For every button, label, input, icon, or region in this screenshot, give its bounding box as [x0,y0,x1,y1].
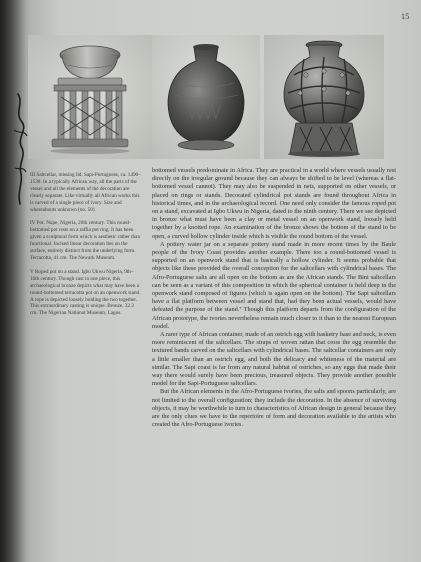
saltcellar-photo [28,35,153,159]
body-paragraph: A pottery water jar on a separate pottery stand made in more recent times by the Baule people of the Ivory Coast provides another example. There too a round-bottomed vessel is supported on an openwork stand that is basically a hollow cylinder. It seems probable that objects like these provided the overall conception for the saltcellars with cylindrical bases. The Afro-Portuguese salts are all open on the bottom as are the African stands. The Bini saltcellars can be seen as a variant of this composition in which the spherical container is held deep in the openwork stand composed of figures (which is again open on the bottom). The Sapi saltcellars have a flat platform between vessel and stand that, had they been actual vessels, would have defeated the purpose of the stand.⁷ Though this platform departs from the configuration of the African prototype, the ivories nevertheless remain much closer to it than to the nearest European model. [152,240,396,330]
body-paragraph: bottomed vessels predominate in Africa. They are practical in a world where vessels usually rest directly on the irregular ground because they can always be shifted to be level (whereas a flat-bottomed vessel cannot). They may also be suspended in nets, supported on other vessels, or placed on rings or stands. Decorated cylindrical pot stands are found throughout Africa in historical times, and in the archaeological record. One need only consider the famous roped pot on a stand, excavated at Igbo Ukwu in Nigeria, dated to the ninth century. There we see depicted in bronze what must have been a clay or metal vessel on an openwork stand, loosely held together by a knotted rope. An examination of the bronze shows the bottom of the stand to be open, a curved hollow cylinder inside which is visible the round bottom of the vessel. [152,167,396,240]
caption-pot: IV Pot. Nupe, Nigeria, 20th century. This round-bottomed pot rests on a raffia pot ring. It has been given a sculptural form which is aesthetic rather than functional. Incised linear decoration lies on the surface, entirely distinct from the underlying form. Terracotta, 41 cm. The Newark Museum. [30,220,141,261]
caption-roped-pot: V Roped pot on a stand. Igbo Ukwu Nigeria, 9th–10th century. Though cast in one piece, this archaeological bronze depicts what may have been a round-bottomed terracotta pot on an openwork stand. A rope is depicted loosely holding the two together. This extraordinary casting is unique. Bronze, 32.3 cm. The Nigerian National Museum, Lagos. [30,268,141,317]
figure-captions [30,172,142,324]
main-body-text [152,167,396,430]
body-paragraph: But the African elements in the Afro-Portuguese ivories, the salts and spoons particularly, are not limited to the overall configuration; they include the decoration. In the absence of surviving objects, it may be worthwhile to turn to characteristics of African design in general because they are the only clues we have to the repertoire of form and decoration available to the artists who created the Afro-Portuguese ivories. [152,388,396,429]
roped-pot-photo [264,35,384,159]
page-number: 15 [401,12,410,21]
book-binding-shadow [0,0,30,562]
caption-saltcellar: III Saltcellar, missing lid. Sapi-Portuguese, ca. 1490–1530. In a typically African way, all the parts of the vessel and all the elements of the decoration are clearly separate. Like virtually all African works this is carved of a single piece of ivory. Size and whereabouts unknown (no. 50) [30,172,141,213]
pot-photo [152,35,260,159]
body-paragraph: A rarer type of African container, made of an ostrich egg with basketry base and neck, is even more reminiscent of the saltcellars. The straps of woven rattan that cross the egg resemble the textured bands carved on the saltcellars with cylindrical bases. The saltcellar containers are only a little smaller than an ostrich egg, and both the delicacy and whiteness of the material are similar. The Sapi coast is far from any natural habitat of ostriches, so any eggs that made their way there would surely have been precious, treasured objects. They provide another possible model for the Sapi-Portuguese saltcellars. [152,331,396,388]
